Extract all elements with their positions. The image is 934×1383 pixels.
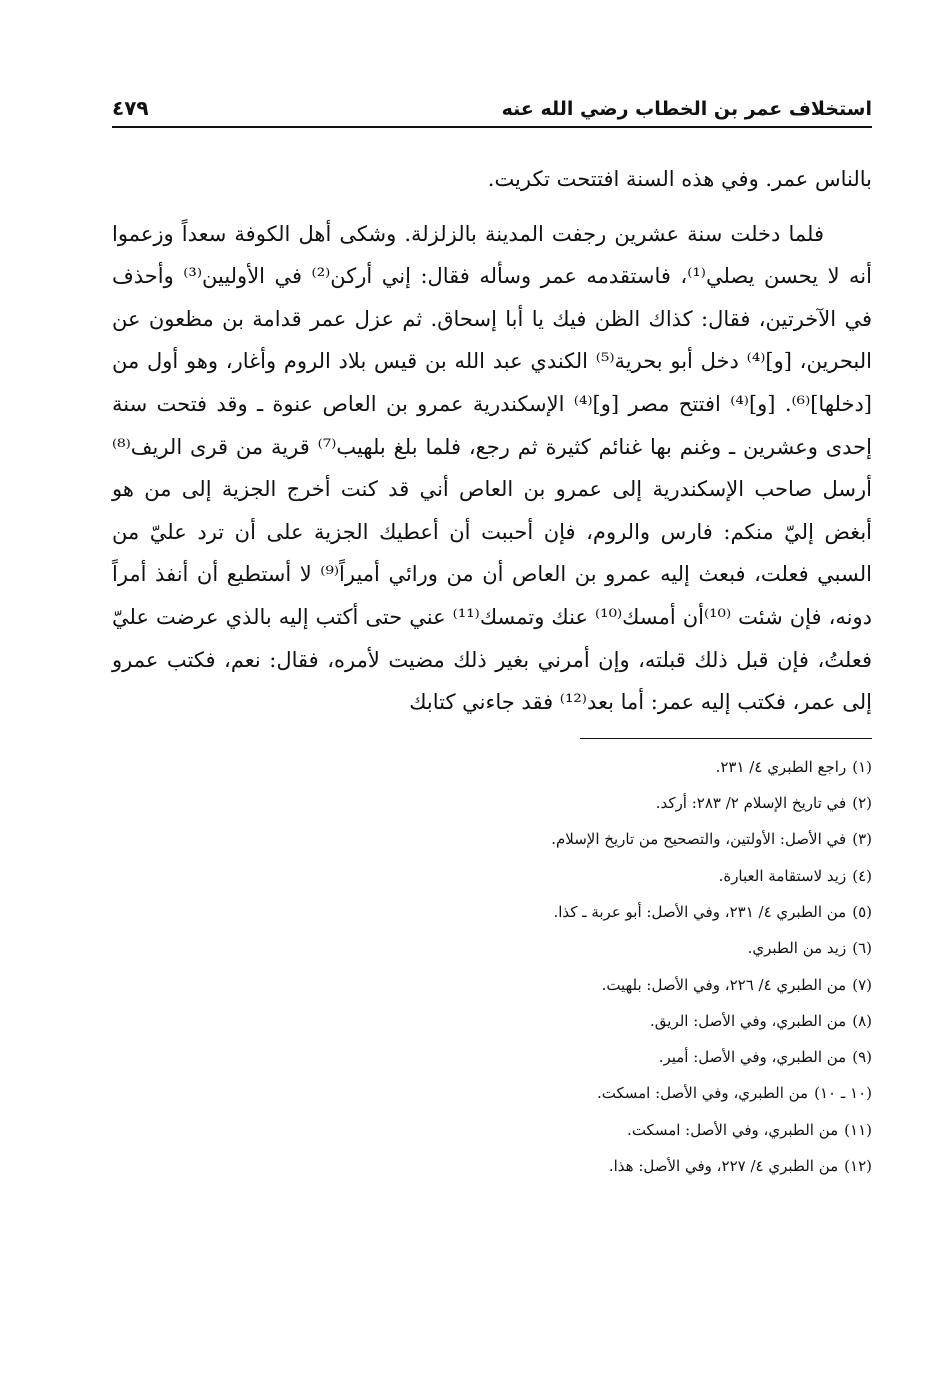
footnote-text: في الأصل: الأولتين، والتصحيح من تاريخ الإسلام. bbox=[551, 830, 847, 849]
running-title: استخلاف عمر بن الخطاب رضي الله عنه bbox=[501, 98, 872, 120]
footnote bbox=[112, 1039, 872, 1075]
footnote-number: (٧) bbox=[852, 975, 872, 994]
footnote-number: (٤) bbox=[852, 866, 872, 885]
footnote-text: من الطبري، وفي الأصل: أمير. bbox=[658, 1048, 847, 1067]
footnote-text: راجع الطبري ٤/ ٢٣١. bbox=[715, 757, 847, 776]
footnote bbox=[112, 1003, 872, 1039]
footnote bbox=[112, 930, 872, 966]
footnote-number: (١٢) bbox=[844, 1156, 872, 1175]
footnote-text: من الطبري، وفي الأصل: الريق. bbox=[650, 1011, 847, 1030]
footnote-number: (٩) bbox=[852, 1048, 872, 1067]
paragraph: بالناس عمر. وفي هذه السنة افتتحت تكريت. bbox=[487, 167, 872, 191]
footnote bbox=[112, 749, 872, 785]
footnote-number: (٨) bbox=[852, 1011, 872, 1030]
footnote-text: زيد من الطبري. bbox=[747, 939, 847, 958]
footnote-number: (٢) bbox=[852, 794, 872, 813]
book-page bbox=[112, 86, 872, 1199]
footnote bbox=[112, 894, 872, 930]
footnote-text: من الطبري ٤/ ٢٣١، وفي الأصل: أبو عربة ـ كذا. bbox=[553, 902, 847, 921]
footnote-number: (١) bbox=[852, 757, 872, 776]
page-header bbox=[112, 86, 872, 128]
footnote bbox=[112, 821, 872, 857]
paragraph: فلما دخلت سنة عشرين رجفت المدينة بالزلزلة. وشكى أهل الكوفة سعداً وزعموا أنه لا يحسن يصلي⁽¹⁾، فاستقدمه عمر وسأله فقال: إني أركن⁽²⁾ في الأوليين⁽³⁾ وأحذف في الآخرتين، فقال: كذاك الظن فيك يا أبا إسحاق. ثم عزل عمر قدامة بن مظعون عن البحرين، [و]⁽⁴⁾ دخل أبو بحرية⁽⁵⁾ الكندي عبد الله بن قيس بلاد الروم وأغار، وهو أول من [دخلها]⁽⁶⁾. [و]⁽⁴⁾ افتتح مصر [و]⁽⁴⁾ الإسكندرية عمرو بن العاص عنوة ـ وقد فتحت سنة إحدى وعشرين ـ وغنم بها غنائم كثيرة ثم رجع، فلما بلغ بلهيب⁽⁷⁾ قرية من قرى الريف⁽⁸⁾ أرسل صاحب الإسكندرية إلى عمرو بن العاص أني قد كنت أخرج الجزية إلى من هو أبغض إليّ منكم: فارس والروم، فإن أحببت أن أعطيك الجزية على أن ترد عليّ من السبي فعلت، فبعث إليه عمرو بن العاص أن من ورائي أميراً⁽⁹⁾ لا أستطيع أن أنفذ أمراً دونه، فإن شئت ⁽¹⁰⁾أن أمسك⁽¹⁰⁾ عنك وتمسك⁽¹¹⁾ عني حتى أكتب إليه بالذي عرضت عليّ فعلتُ، فإن قبل ذلك قبلته، وإن أمرني بغير ذلك مضيت لأمره، فقال: نعم، فكتب عمرو إلى عمر، فكتب إليه عمر: أما بعد⁽¹²⁾ فقد جاءني كتابك bbox=[112, 221, 872, 715]
footnote bbox=[112, 1148, 872, 1184]
footnote-text: من الطبري ٤/ ٢٢٦، وفي الأصل: بلهيت. bbox=[601, 975, 847, 994]
footnote bbox=[112, 785, 872, 821]
footnote bbox=[112, 858, 872, 894]
footnote-number: (٣) bbox=[852, 830, 872, 849]
footnote-number: (٦) bbox=[852, 939, 872, 958]
footnote-text: من الطبري، وفي الأصل: امسكت. bbox=[627, 1120, 839, 1139]
footnote-text: من الطبري ٤/ ٢٢٧، وفي الأصل: هذا. bbox=[608, 1156, 839, 1175]
footnote bbox=[112, 1075, 872, 1111]
footnote-text: في تاريخ الإسلام ٢/ ٢٨٣: أركد. bbox=[655, 794, 847, 813]
footnote-text: زيد لاستقامة العبارة. bbox=[718, 866, 847, 885]
footnote-divider bbox=[580, 738, 872, 739]
footnote-number: (٥) bbox=[852, 902, 872, 921]
main-text bbox=[112, 158, 872, 724]
footnotes-list bbox=[112, 749, 872, 1185]
page-number: ٤٧٩ bbox=[112, 96, 149, 120]
footnote-text: من الطبري، وفي الأصل: امسكت. bbox=[596, 1084, 809, 1103]
footnote-number: (١٠ ـ ١٠) bbox=[814, 1084, 872, 1103]
footnote bbox=[112, 967, 872, 1003]
footnote-number: (١١) bbox=[844, 1120, 872, 1139]
footnote bbox=[112, 1112, 872, 1148]
